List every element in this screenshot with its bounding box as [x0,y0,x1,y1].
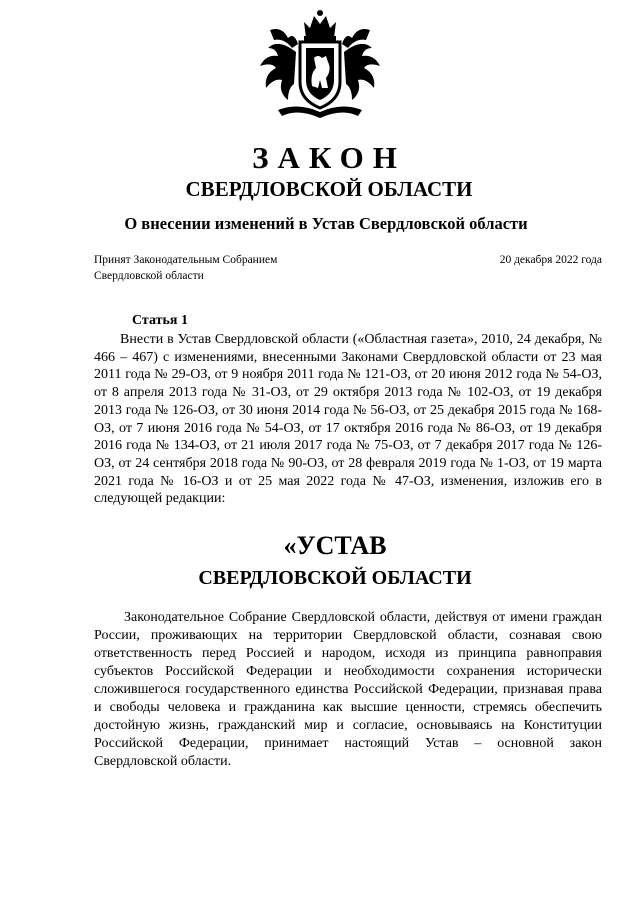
article-text: Внести в Устав Свердловской области («Областная газета», 2010, 24 декабря, № 466 – 467) с изменениями, внесенными Законами Свердловской области от 23 мая 2011 года № 29-ОЗ, от 9 ноября 2011 года № 121-ОЗ, от 20 июня 2012 года № 54-ОЗ, от 8 апреля 2013 года № 31-ОЗ, от 29 октября 2013 года № 102-ОЗ, от 19 декабря 2013 года № 126-ОЗ, от 30 июня 2014 года № 56-ОЗ, от 25 декабря 2015 года № 168-ОЗ, от 7 июня 2016 года № 54-ОЗ, от 17 октября 2016 года № 86-ОЗ, от 19 декабря 2016 года № 134-ОЗ, от 21 июля 2017 года № 75-ОЗ, от 7 декабря 2017 года № 126-ОЗ, от 24 сентября 2018 года № 90-ОЗ, от 28 февраля 2019 года № 1-ОЗ, от 19 марта 2021 года № 16-ОЗ и от 25 мая 2022 года № 47-ОЗ, изменения, изложив его в следующей редакции: [94,332,602,507]
charter-preamble: Законодательное Собрание Свердловской области, действуя от имени граждан России, проживающих на территории Свердловской области, сознавая свою ответственность перед Россией и народом, исходя из принципа равноправия субъектов Российской Федерации и необходимости сохранения исторически сложившегося государственного единства Российской Федерации, признавая права и свободы человека и гражданина как высшие ценности, стремясь обеспечить достойную жизнь, гражданский мир и согласие, основываясь на Конституции Российской Федерации, принимает настоящий Устав – основной закон Свердловской области. [94,610,602,769]
adoption-body-line1: Принят Законодательным Собранием [94,254,278,266]
region-name: СВЕРДЛОВСКОЙ ОБЛАСТИ [185,177,473,201]
adoption-body-line2: Свердловской области [94,270,204,282]
charter-title: «УСТАВ [283,531,387,560]
adoption-body [94,252,334,284]
article-heading: Статья 1 [132,313,188,328]
law-subject-title: О внесении изменений в Устав Свердловской области [124,214,528,233]
charter-subtitle: СВЕРДЛОВСКОЙ ОБЛАСТИ [198,567,472,589]
document-type: ЗАКОН [252,140,406,175]
adoption-date: 20 декабря 2022 года [499,254,602,266]
sverdlovsk-coat-of-arms-icon [248,8,392,120]
